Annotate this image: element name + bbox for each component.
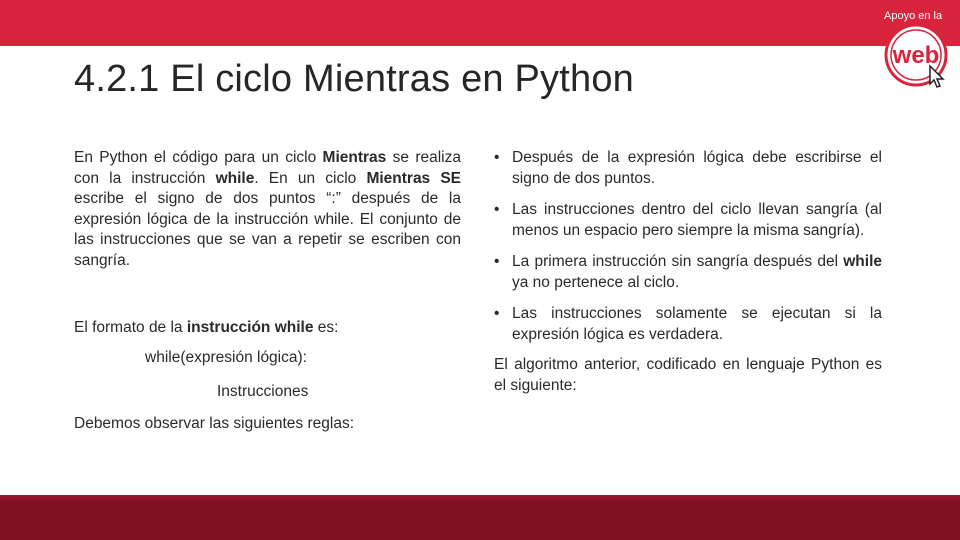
rules-line: Debemos observar las siguientes reglas: — [74, 415, 354, 432]
syntax-line: while(expresión lógica): — [145, 349, 307, 366]
bullet-icon: • — [494, 305, 500, 322]
slide-title: 4.2.1 El ciclo Mientras en Python — [74, 58, 634, 100]
bullet-icon: • — [494, 149, 500, 166]
format-line: El formato de la instrucción while es: — [74, 319, 339, 336]
list-item: • La primera instrucción sin sangría después del while ya no pertenece al ciclo. — [494, 253, 882, 291]
list-item: • Las instrucciones dentro del ciclo llevan sangría (al menos un espacio pero siempre la misma sangría). — [494, 201, 882, 239]
bullet-icon: • — [494, 253, 500, 270]
web-logo-icon — [878, 22, 954, 96]
logo-caption: Apoyo en la — [884, 10, 943, 22]
body-line: Instrucciones — [217, 383, 309, 400]
left-column — [74, 148, 461, 271]
bullet-icon: • — [494, 201, 500, 218]
closing-paragraph: El algoritmo anterior, codificado en lenguaje Python es el siguiente: — [494, 356, 882, 394]
intro-paragraph: En Python el código para un ciclo Mientras se realiza con la instrucción while. En un ciclo Mientras SE escribe el signo de dos puntos “:” después de la expresión lógica de la instrucción while. El conjunto de las instrucciones que se van a repetir se escriben con sangría. — [74, 149, 461, 269]
right-column — [494, 148, 882, 396]
top-banner — [0, 0, 960, 46]
list-item: • Las instrucciones solamente se ejecutan si la expresión lógica es verdadera. — [494, 305, 882, 343]
logo-word: web — [892, 42, 940, 69]
list-item: • Después de la expresión lógica debe escribirse el signo de dos puntos. — [494, 149, 882, 187]
bottom-banner — [0, 495, 960, 540]
